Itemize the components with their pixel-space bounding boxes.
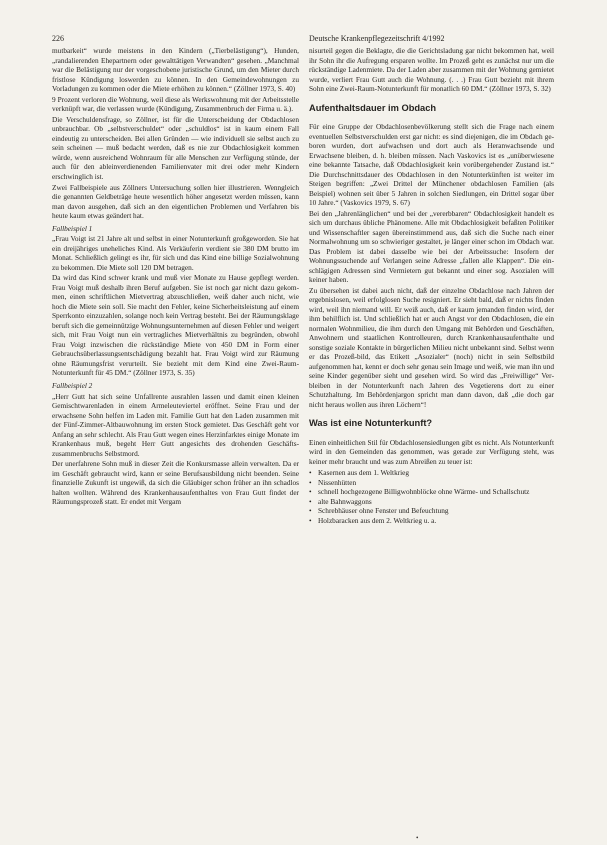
page-number: 226 bbox=[52, 34, 64, 43]
list-item: • Nissenhütten bbox=[309, 478, 554, 488]
body-paragraph: 9 Prozent verloren die Wohnung, weil diese als Werkswohnung mit der Arbeitsstelle verknüpft war, die verlassen wurde (Kündigung, Zusammenbruch der Firma u. ä.). bbox=[52, 94, 299, 114]
body-paragraph: Zwei Fallbeispiele aus Zöllners Untersuchung sollen hier illustrieren. Wenngleich die genannten Geldbeträge heute wesentlich höher angesetzt werden müssen, kann man davon ausgehen, daß sich an den eigentlichen Problemen und Verfahren bis heute kaum etwas geändert hat. bbox=[52, 182, 299, 221]
body-paragraph: Der unerfahrene Sohn muß in dieser Zeit die Konkursmasse allein verwalten. Da er im Geschäft gebraucht wird, kann er seine Berufsausbildung nicht beenden. Seine finanzielle Zukunft ist ungewiß, da sich die Gläubiger schon früher an ihn schadlos halten wollten. Während des Krankenhausaufenthaltes von Frau Gutt findet der Räumungsprozeß statt. Er endet mit Vergam bbox=[52, 459, 299, 507]
body-paragraph: mutbarkeit“ wurde meistens in den Kindern („Tierbelästigung“), Hunden, „randalierenden Ehepartnern oder gewalttätigen Verwandten“ gesehen. „Manchmal war die Belästigung nur der vorgeschobene juristische Grund, um den Mieter durch fristlose Kündigung loswerden zu können. In den Gemeindewohnungen zu Vorladungen zu kommen oder die Miete erhöhen zu können.“ (Zöllner 1973, S. 40) bbox=[52, 46, 299, 93]
body-paragraph: Zu übersehen ist dabei auch nicht, daß der einzelne Obdachlose nach Jahren der ergebnislosen, weil erfolglosen Suche resigniert. Er sieht bald, daß er nichts finden wird, weil ihn niemand will. Er weiß auch, daß er kaum jemanden finden wird, der ihm behilflich ist. Und schließlich hat er auch Angst vor den Obdachlosen, die ein normalen Wohnmilieu, die ihm durch den Umgang mit Behörden und Geschäften, Anwohnern und staatlichen Kontrolleuren, durch Krankenhausaufenthalte und sonstige soziale Kontakte in bürgerlichen Milieu nicht unbekannt sind. Selbst wenn er das Prozeß-bild, das Etikett „Asozialer“ (noch) nicht in sein Selbstbild aufgenommen hat, kennt er doch sehr genau sein Image und weiß, wie man ihn und seine Kinder gegenüber sieht und gesehen wird. So wird das „Freiwillige“ Verbleiben in der Notunterkunft nach Jahren des Vegetierens dort zu einer Schutzhaltung. Im Behördenjargon spricht man dann davon, daß „die doch gar nicht heraus wollen aus ihren Löchern“! bbox=[309, 285, 554, 409]
case-subheading: Fallbeispiel 2 bbox=[52, 380, 93, 390]
right-column bbox=[309, 46, 554, 525]
body-paragraph: Da wird das Kind schwer krank und muß vier Monate zu Hause gepflegt werden. Frau Voigt muß deshalb ihren Beruf aufgeben. Sie ist noch gar nicht dazu gekommen, einen schriftlichen Mietvertrag abzuschließen, weiß daher auch nicht, wie hoch die Miete sein soll. Sie macht den Fehler, keine Sicherheitsleistung auf einem Sperrkonto einzuzahlen, solange noch kein Vertrag besteht. Bei der Räumungsklage beruft sich die gemeinnützige Wohnungsunternehmen auf diesen Fehler und weigert sich, mit Frau Voigt nun ein vertragliches Mietverhältnis zu begründen, obwohl Frau Voigt inzwischen die rückständige Miete von 450 DM in Form einer Gebrauchsüberlassungsentschädigung bezahlt hat. Frau Voigt wird zur Räumung ohne Räumungsfrist verurteilt. Sie bezieht mit dem Kind eine Zwei-Raum-Notunterkunft für 45 DM.“ (Zöllner 1973, S. 35) bbox=[52, 273, 299, 378]
list-item: • Holzbaracken aus dem 2. Weltkrieg u. a. bbox=[309, 516, 554, 526]
body-paragraph: Bei den „Jahrenlänglichen“ und bei der „vererbbaren“ Obdachlosigkeit handelt es sich um durchaus übliche Phänomene. Alle mit Obdachlosigkeit befaßten Politiker und Wissenschaftler sagen übereinstimmend aus, daß sich die Suche nach einer Normalwohnung um so schwieriger gestaltet, je länger einer schon im Obdach war. Das Problem ist dabei dasselbe wie bei der Arbeitssuche: Insofern der Wohnungssuchende auf Verlangen seine Adresse „fallen alle Klappen“. Die einschlägigen Adressen sind Vermietern gut bekannt und einer sog. Asozialen will keiner haben. bbox=[309, 208, 554, 285]
list-item: • Kasernen aus dem 1. Weltkrieg bbox=[309, 468, 554, 478]
list-item: • alte Bahnwaggons bbox=[309, 497, 554, 507]
section-heading: Was ist eine Notunterkunft? bbox=[309, 418, 433, 429]
case-subheading: Fallbeispiel 1 bbox=[52, 223, 93, 233]
body-paragraph: Für eine Gruppe der Obdachlosenbevölkerung stellt sich die Frage nach einem eventuellen Selbstverschulden erst gar nicht: es sind diejenigen, die im Obdach geboren wurden, dort aufwachsen und dort auch als Heranwachsende und Erwachsene bleiben, d. h. bleiben müssen. Nach Vaskovics ist es „unüberwiesene eine bekannte Tatsache, daß Obdachlosigkeit kein vorübergehender Zustand ist.“ Die Durchschnittsdauer des Obdachlosen in den Notunterkünften ist weiter im Steigen begriffen: „Zwei Drittel der Münchener obdachlosen Familien (als Beispiel) wohnen seit über 5 Jahren in solchen Siedlungen, ein Drittel sogar über 10 Jahre.“ (Vaskovics 1979, S. 67) bbox=[309, 122, 554, 207]
body-paragraph: „Frau Voigt ist 21 Jahre alt und selbst in einer Notunterkunft großgeworden. Sie hat ein dreijähriges uneheliches Kind. Als Verkäuferin verdient sie 380 DM brutto im Monat. Schließlich gelingt es ihr, für sich und das Kind eine billige Sozialwohnung zu bekommen. Die Miete soll 120 DM betragen. bbox=[52, 234, 299, 272]
section-heading: Aufenthaltsdauer im Obdach bbox=[309, 102, 437, 113]
bullet-list bbox=[309, 468, 554, 525]
list-item: • Schrebhäuser ohne Fenster und Befeuchtung bbox=[309, 506, 554, 516]
left-column bbox=[52, 46, 299, 508]
body-paragraph: nisurteil gegen die Beklagte, die die Gerichtsladung gar nicht bekommen hat, weil ihr Sohn ihr die Aufregung ersparen wollte. Im Prozeß geht es zunächst nur um die rückständige Ladenmiete. Da der Laden aber zusammen mit der Wohnung gemietet wurde, verliert Frau Gutt auch die Wohnung. (. . .) Frau Gutt bezieht mit ihrem Sohn eine Zwei-Raum-Notunterkunft für monatlich 60 DM.“ (Zöllner 1973, S. 32) bbox=[309, 46, 554, 93]
list-item: • schnell hochgezogene Billigwohnblöcke ohne Wärme- und Schallschutz bbox=[309, 487, 554, 497]
body-paragraph: Einen einheitlichen Stil für Obdachlosensiedlungen gibt es nicht. Als Notunterkunft wird in den Gemeinden das genommen, was gerade zur Verfügung steht, was keiner mehr braucht und was zum Abreißen zu teuer ist: bbox=[309, 437, 554, 466]
running-head: Deutsche Krankenpflegezeitschrift 4/1992 bbox=[309, 34, 445, 43]
body-paragraph: Die Verschuldensfrage, so Zöllner, ist für die Unterscheidung der Obdachlosen unbrauchbar. Ob „selbstverschuldet“ oder „schuldlos“ ist in kaum einem Fall eindeutig zu unterscheiden. Bei allen Gründen — wie individuell sie selbst auch zu sein scheinen — muß bedacht werden, daß es nie zur Obdachlosigkeit kommen würde, wenn ausreichend Wohnraum für alle Menschen zur Verfügung stünde, der auch für den ableinverdienenden Familienvater mit drei oder mehr Kindern erschwinglich ist. bbox=[52, 114, 299, 181]
body-paragraph: „Herr Gutt hat sich seine Unfallrente ausrahlen lassen und damit einen kleinen Gemischtwarenladen in einem Armeleuteviertel eröffnet. Seine Frau und der erwachsene Sohn helfen im Laden mit. Familie Gutt hat den Laden zusammen mit der Fünf-Zimmer-Altbauwohnung im ersten Stock gemietet. Das Geschäft geht vor Anfang an sehr schlecht. Als Frau Gutt wegen eines Herzinfarktes einige Monate im Krankenhaus muß, begeht Herr Gutt angesichts des drohenden Geschäftszusammenbruchs Selbstmord. bbox=[52, 391, 299, 458]
footer-mark: • bbox=[416, 834, 419, 842]
